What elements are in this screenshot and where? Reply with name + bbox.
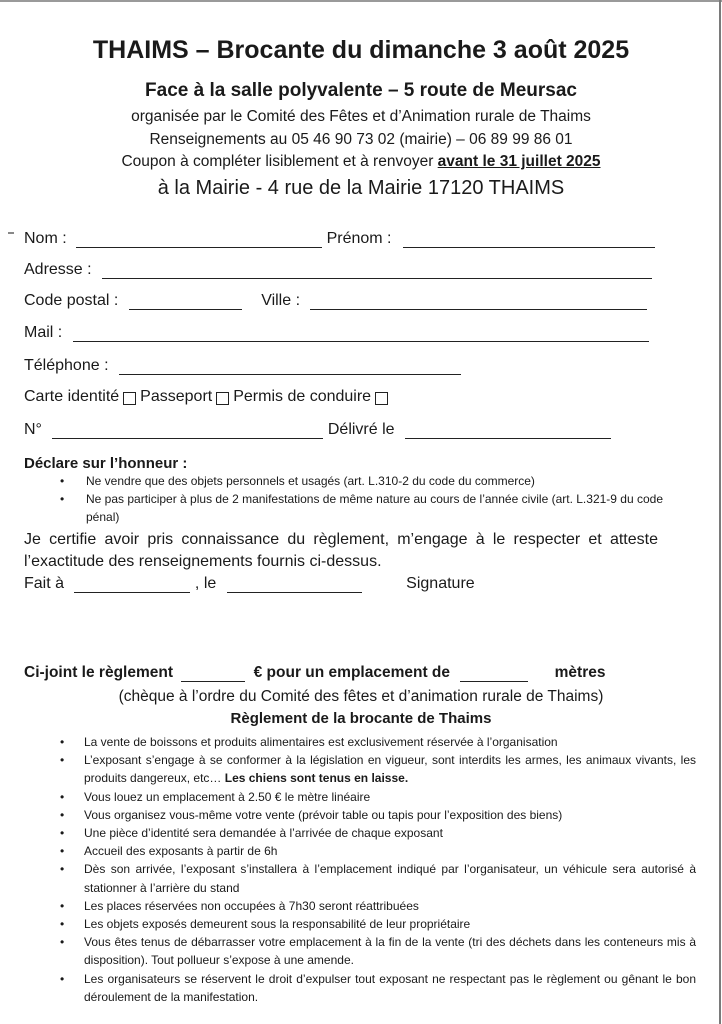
rules-title: Règlement de la brocante de Thaims	[230, 710, 492, 727]
certification-text: Je certifie avoir pris connaissance du règlement, m’engage à le respecter et atteste l’exactitude des renseignements fournis ci-dessus.	[24, 531, 658, 570]
list-item: • Les objets exposés demeurent sous la responsabilité de leur propriétaire	[84, 915, 696, 933]
mail-label: Mail :	[24, 324, 63, 341]
ville-label: Ville :	[261, 292, 301, 309]
carte-label: Carte identité	[24, 388, 120, 405]
fait-a-label: Fait à	[24, 575, 65, 592]
row-id-number	[24, 421, 611, 443]
list-item: • Dès son arrivée, l’exposant s’installera à l’emplacement indiqué par l’organisateur, un véhicule sera autorisé à stationner à l’arrière du stand	[84, 860, 696, 896]
prenom-field[interactable]	[403, 232, 655, 248]
ville-field[interactable]	[310, 294, 647, 310]
list-item: • Vous êtes tenus de débarrasser votre emplacement à la fin de la vente (tri des déchets dans les conteneurs mis à disposition). Tout pollueur s’expose à une amende.	[84, 933, 696, 969]
scan-mark	[8, 232, 14, 234]
nom-label: Nom :	[24, 230, 67, 247]
row-phone	[24, 357, 461, 379]
passeport-checkbox[interactable]	[216, 392, 229, 405]
payment-line	[24, 664, 605, 682]
page-title: THAIMS – Brocante du dimanche 3 août 2025	[92, 36, 630, 64]
telephone-label: Téléphone :	[24, 357, 109, 374]
list-item: • Les organisateurs se réservent le droit d’expulser tout exposant ne respectant pas le règlement ou gênant le bon déroulement de la manifestation.	[84, 970, 696, 1006]
list-item	[84, 751, 696, 787]
row-city	[24, 292, 647, 314]
list-item: • Vous organisez vous-même votre vente (prévoir table ou tapis pour l’exposition des biens)	[84, 806, 696, 824]
organizer-line: organisée par le Comité des Fêtes et d’Animation rurale de Thaims	[131, 108, 591, 125]
return-address: à la Mairie - 4 rue de la Mairie 17120 THAIMS	[157, 177, 565, 199]
permis-checkbox[interactable]	[375, 392, 388, 405]
numero-label: N°	[24, 421, 42, 438]
event-location: Face à la salle polyvalente – 5 route de Meursac	[145, 80, 577, 101]
telephone-field[interactable]	[119, 359, 461, 375]
row-id-type	[24, 388, 392, 410]
row-name	[24, 230, 655, 252]
contact-info: Renseignements au 05 46 90 73 02 (mairie) – 06 89 99 86 01	[149, 131, 573, 148]
row-mail	[24, 324, 649, 346]
meters-label: mètres	[554, 664, 606, 681]
nom-field[interactable]	[76, 232, 322, 248]
adresse-label: Adresse :	[24, 261, 92, 278]
declaration-list	[48, 472, 696, 526]
list-item: • Les places réservées non occupées à 7h30 seront réattribuées	[84, 897, 696, 915]
delivre-label: Délivré le	[327, 421, 395, 438]
rule-text: L’exposant s’engage à se conformer à la législation en vigueur, sont interdits les armes, les animaux vivants, les produits dangereux, etc…	[84, 753, 696, 786]
scan-border-top	[0, 0, 722, 2]
payment-label: Ci-joint le règlement	[24, 664, 173, 681]
list-item: • Accueil des exposants à partir de 6h	[84, 842, 696, 860]
signature-label: Signature	[406, 575, 475, 592]
coupon-instructions	[0, 153, 722, 171]
row-signature	[24, 575, 475, 597]
carte-checkbox[interactable]	[123, 392, 136, 405]
adresse-field[interactable]	[102, 263, 652, 279]
date-field[interactable]	[227, 577, 362, 593]
cheque-note: (chèque à l’ordre du Comité des fêtes et d’animation rurale de Thaims)	[118, 688, 604, 705]
passeport-label: Passeport	[140, 388, 213, 405]
list-item: • La vente de boissons et produits alimentaires est exclusivement réservée à l’organisation	[84, 733, 696, 751]
prenom-label: Prénom :	[326, 230, 392, 247]
list-item: • Une pièce d’identité sera demandée à l’arrivée de chaque exposant	[84, 824, 696, 842]
declaration-title: Déclare sur l’honneur :	[24, 455, 188, 472]
permis-label: Permis de conduire	[233, 388, 372, 405]
rule-emphasis: Les chiens sont tenus en laisse.	[224, 771, 409, 786]
row-address	[24, 261, 652, 283]
code-postal-field[interactable]	[129, 294, 242, 310]
meters-field[interactable]	[460, 666, 528, 682]
list-item: • Vous louez un emplacement à 2.50 € le mètre linéaire	[84, 788, 696, 806]
fait-a-field[interactable]	[74, 577, 190, 593]
coupon-deadline: avant le 31 juillet 2025	[437, 153, 601, 170]
code-postal-label: Code postal :	[24, 292, 119, 309]
list-item: • Ne pas participer à plus de 2 manifestations de même nature au cours de l’année civile (art. L.321-9 du code pénal)	[86, 490, 696, 526]
amount-field[interactable]	[181, 666, 245, 682]
rules-list	[46, 733, 696, 1006]
payment-label-2: € pour un emplacement de	[253, 664, 451, 681]
coupon-text: Coupon à compléter lisiblement et à renvoyer	[121, 153, 438, 170]
numero-field[interactable]	[52, 423, 323, 439]
delivre-field[interactable]	[405, 423, 611, 439]
mail-field[interactable]	[73, 326, 649, 342]
date-label: , le	[194, 575, 217, 592]
list-item: • Ne vendre que des objets personnels et usagés (art. L.310-2 du code du commerce)	[86, 472, 696, 490]
